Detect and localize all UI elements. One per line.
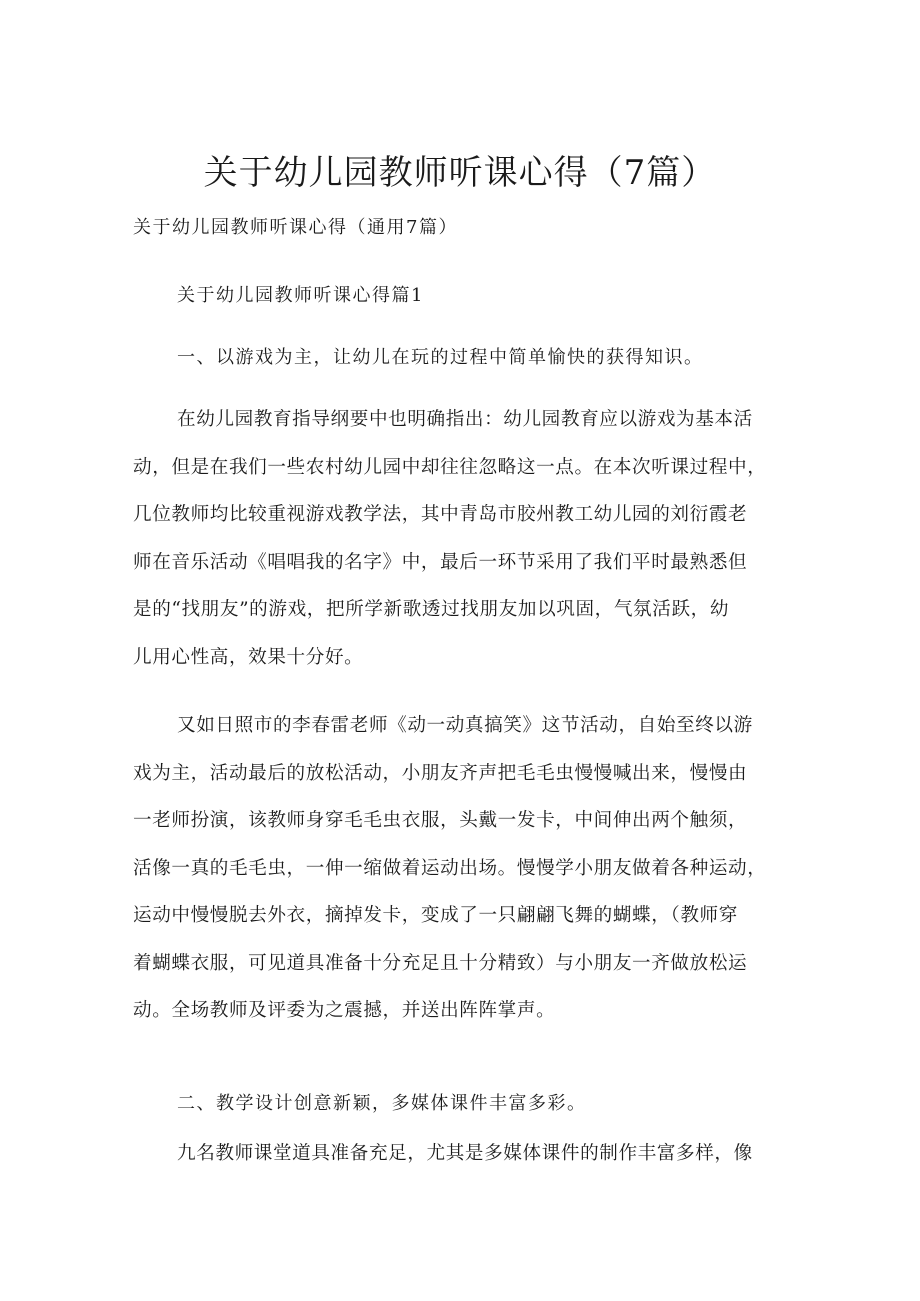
paragraph-line: 在幼儿园教育指导纲要中也明确指出：幼儿园教育应以游戏为基本活 (177, 409, 753, 430)
point-heading-1: 一、以游戏为主，让幼儿在玩的过程中简单愉快的获得知识。 (177, 347, 704, 368)
paragraph-line: 着蝴蝶衣服，可见道具准备十分充足且十分精致）与小朋友一齐做放松运 (133, 952, 748, 974)
paragraph-2 (133, 702, 788, 1035)
paragraph-line: 一老师扮演，该教师身穿毛毛虫衣服，头戴一发卡，中间伸出两个触须， (133, 810, 748, 831)
paragraph-line: 师在音乐活动《唱唱我的名字》中，最后一环节采用了我们平时最熟悉但 (133, 551, 748, 573)
paragraph-line: 动，但是在我们一些农村幼儿园中却往往忽略这一点。在本次听课过程中， (133, 456, 767, 478)
paragraph-line: 戏为主，活动最后的放松活动，小朋友齐声把毛毛虫慢慢喊出来，慢慢由 (133, 762, 748, 784)
paragraph-1 (133, 396, 788, 681)
paragraph-line: 又如日照市的李春雷老师《动一动真搞笑》这节活动，自始至终以游 (177, 715, 753, 736)
paragraph-line: 九名教师课堂道具准备充足，尤其是多媒体课件的制作丰富多样，像 (177, 1143, 753, 1164)
document-subtitle: 关于幼儿园教师听课心得（通用7篇） (133, 217, 458, 238)
document-title: 关于幼儿园教师听课心得（7篇） (203, 153, 717, 193)
section-heading: 关于幼儿园教师听课心得篇1 (177, 285, 424, 306)
paragraph-line: 运动中慢慢脱去外衣，摘掉发卡，变成了一只翩翩飞舞的蝴蝶，（教师穿 (133, 905, 738, 926)
paragraph-line: 儿用心性高，效果十分好。 (133, 646, 364, 668)
paragraph-line: 几位教师均比较重视游戏教学法，其中青岛市胶州教工幼儿园的刘衍霞老 (133, 504, 748, 525)
paragraph-line: 是的“找朋友”的游戏，把所学新歌透过找朋友加以巩固，气氛活跃，幼 (133, 599, 730, 620)
paragraph-line: 动。全场教师及评委为之震撼，并送出阵阵掌声。 (133, 1000, 556, 1021)
paragraph-3 (133, 1130, 788, 1178)
point-heading-2: 二、教学设计创意新颖，多媒体课件丰富多彩。 (177, 1093, 587, 1114)
paragraph-line: 活像一真的毛毛虫，一伸一缩做着运动出场。慢慢学小朋友做着各种运动， (133, 857, 767, 879)
